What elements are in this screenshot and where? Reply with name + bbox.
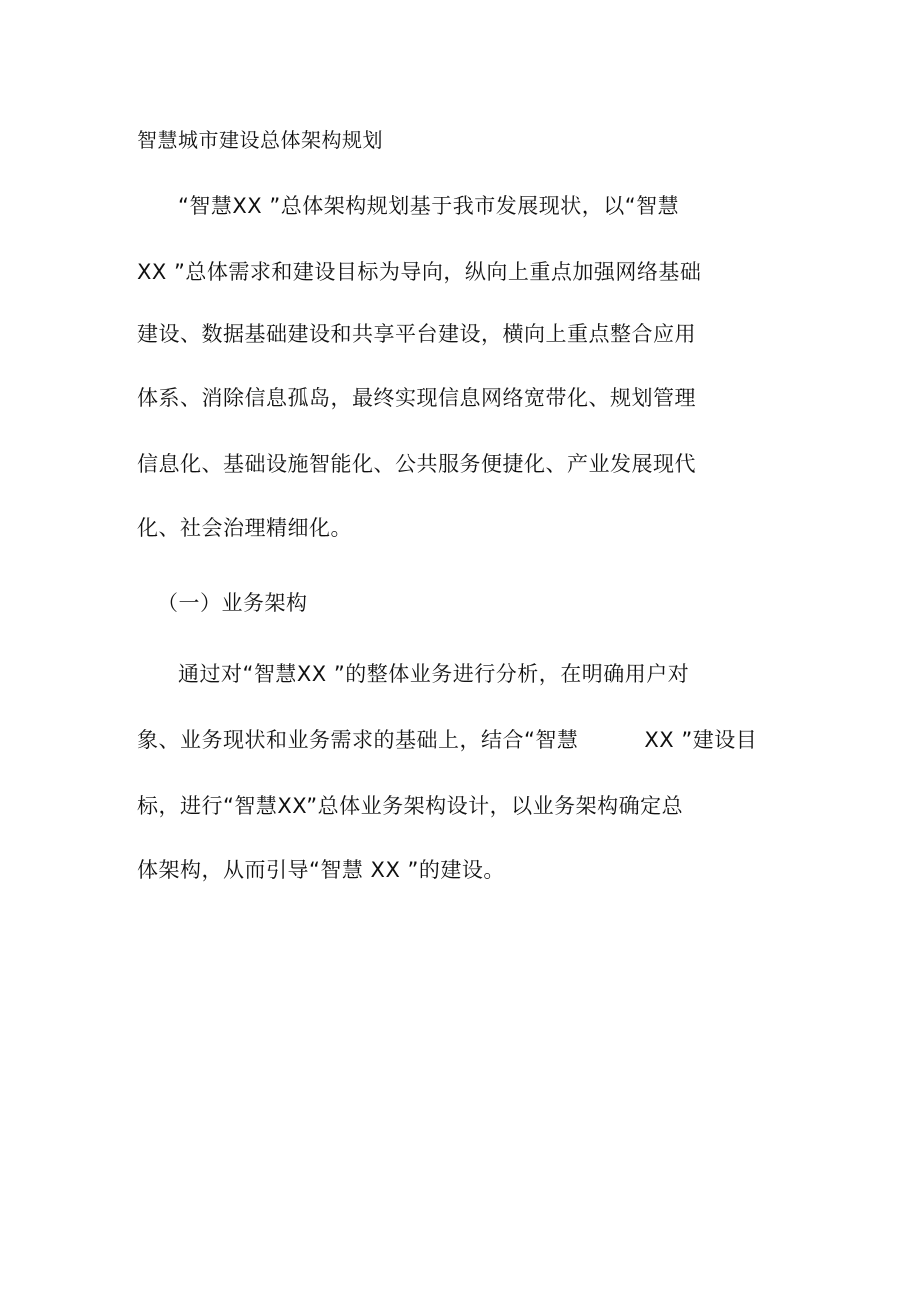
paragraph-line: XX ”总体需求和建设目标为导向，纵向上重点加强网络基础 [137,260,702,284]
paragraph-line [137,726,757,754]
paragraph-line: 体系、消除信息孤岛，最终实现信息网络宽带化、规划管理 [137,386,696,410]
paragraph-line: 标，进行“智慧XX”总体业务架构设计，以业务架构确定总 [137,794,684,818]
paragraph-line-part: 象、业务现状和业务需求的基础上，结合“智慧 [137,728,579,752]
document-title: 智慧城市建设总体架构规划 [137,128,383,152]
paragraph-line: 信息化、基础设施智能化、公共服务便捷化、产业发展现代 [137,452,696,476]
paragraph-line: 化、社会治理精细化。 [137,516,352,540]
paragraph-line: 通过对“智慧XX ”的整体业务进行分析，在明确用户对 [178,662,690,686]
paragraph-line-part: XX ”建设目 [644,728,758,752]
paragraph-line: 体架构，从而引导“智慧 XX ”的建设。 [137,858,505,882]
paragraph-line: “智慧XX ”总体架构规划基于我市发展现状，以“智慧 [178,194,680,218]
section-heading: （一）业务架构 [157,591,308,615]
paragraph-line: 建设、数据基础建设和共享平台建设，横向上重点整合应用 [137,322,696,346]
